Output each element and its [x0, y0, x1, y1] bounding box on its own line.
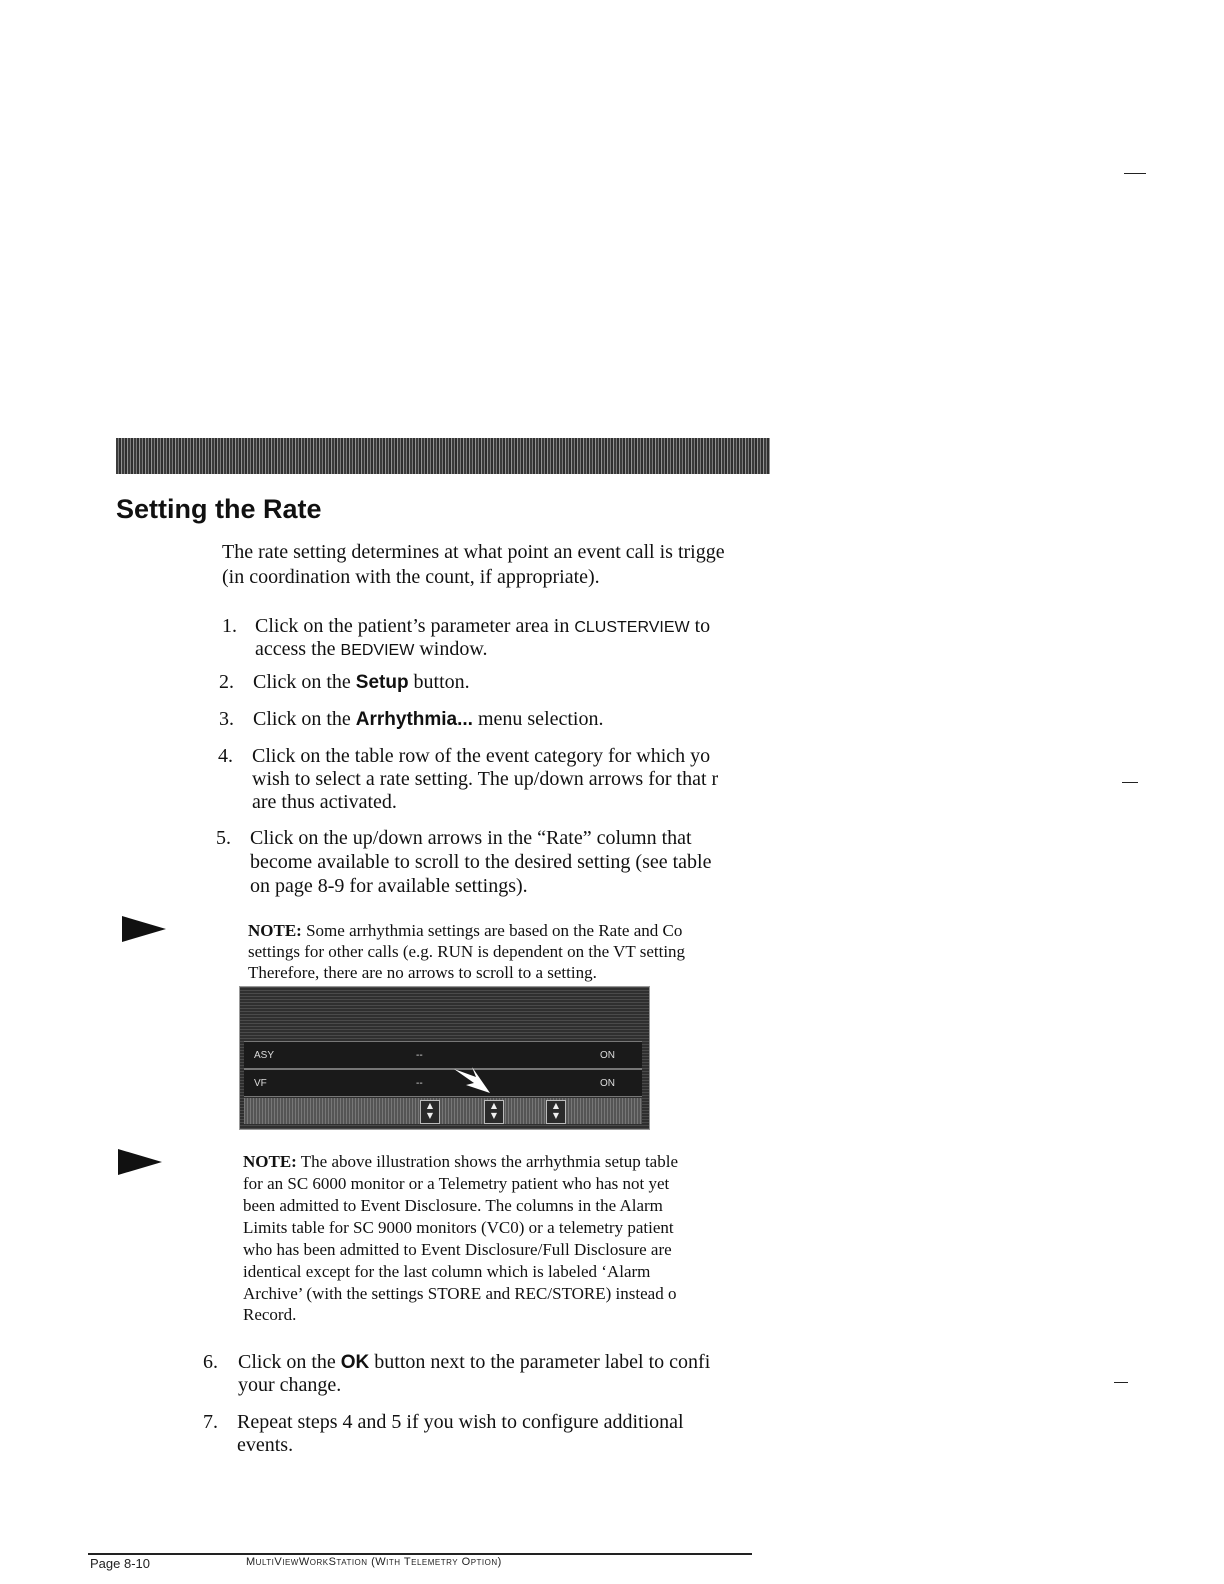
up-down-arrows-icon: ▲ ▼ — [484, 1100, 504, 1124]
intro-line-2: (in coordination with the count, if appropriate). — [222, 566, 600, 588]
note-2-line-5: who has been admitted to Event Disclosure/Full Disclosure are — [243, 1240, 672, 1259]
note-arrow-icon — [118, 1149, 162, 1175]
note-1-line-3: Therefore, there are no arrows to scroll to a setting. — [248, 963, 597, 982]
step-number: 7. — [203, 1411, 218, 1433]
step-5-line-3: on page 8-9 for available settings). — [250, 875, 528, 897]
step-5-line-1: Click on the up/down arrows in the “Rate” column that — [250, 827, 692, 849]
note-2-line-1: NOTE: The above illustration shows the arrhythmia setup table — [243, 1152, 678, 1171]
margin-mark — [1122, 782, 1138, 783]
intro-line-1: The rate setting determines at what point an event call is trigge — [222, 541, 725, 563]
section-title: Setting the Rate — [116, 494, 322, 524]
note-arrow-icon — [122, 916, 166, 942]
ok-button-ref: OK — [340, 1352, 370, 1373]
count-value: -- — [416, 1050, 423, 1061]
step-number: 4. — [218, 745, 233, 767]
note-2-line-7: Archive’ (with the settings STORE and REC/STORE) instead o — [243, 1284, 677, 1303]
section-banner — [116, 438, 770, 474]
cursor-arrow-icon — [450, 1063, 494, 1097]
step-number: 3. — [219, 708, 234, 730]
record-state: ON — [600, 1078, 615, 1089]
stepper-bar — [244, 1098, 642, 1124]
step-number: 2. — [219, 671, 234, 693]
up-down-arrows-icon: ▲ ▼ — [546, 1100, 566, 1124]
step-2-text: Click on the Setup button. — [253, 671, 470, 693]
step-number: 6. — [203, 1351, 218, 1373]
step-4-line-1: Click on the table row of the event category for which yo — [252, 745, 711, 767]
arrhythmia-menu-ref: Arrhythmia... — [355, 709, 473, 730]
step-1-line-2: access the BEDVIEW window. — [255, 638, 488, 660]
note-2-line-4: Limits table for SC 9000 monitors (VC0) or a telemetry patient — [243, 1218, 674, 1237]
note-2-line-6: identical except for the last column which is labeled ‘Alarm — [243, 1262, 651, 1281]
note-2-line-2: for an SC 6000 monitor or a Telemetry patient who has not yet — [243, 1174, 670, 1193]
step-number: 5. — [216, 827, 231, 849]
count-value: -- — [416, 1078, 423, 1089]
up-down-arrows-icon: ▲ ▼ — [420, 1100, 440, 1124]
step-7-line-2: events. — [237, 1434, 294, 1456]
step-3-text: Click on the Arrhythmia... menu selection. — [253, 708, 604, 730]
note-1-line-2: settings for other calls (e.g. RUN is dependent on the VT setting — [248, 942, 686, 961]
note-2-line-3: been admitted to Event Disclosure. The columns in the Alarm — [243, 1196, 663, 1215]
step-1-line-1: Click on the patient’s parameter area in CLUSTERVIEW to — [255, 615, 711, 637]
margin-mark — [1124, 173, 1146, 174]
step-4-line-2: wish to select a rate setting. The up/down arrows for that r — [252, 768, 719, 790]
step-7-line-1: Repeat steps 4 and 5 if you wish to configure additional — [237, 1411, 684, 1433]
step-6-line-1: Click on the OK button next to the parameter label to confi — [238, 1351, 711, 1373]
step-6-line-2: your change. — [238, 1374, 342, 1396]
footer-title: MultiViewWorkStation (With Telemetry Option) — [246, 1556, 502, 1568]
event-name: ASY — [254, 1050, 275, 1061]
note-1-line-1: NOTE: Some arrhythmia settings are based on the Rate and Co — [248, 921, 683, 940]
table-row — [244, 1041, 642, 1069]
table-row — [244, 1069, 642, 1097]
record-state: ON — [600, 1050, 615, 1061]
arrhythmia-table-illustration — [239, 986, 650, 1130]
footer-rule — [88, 1553, 752, 1555]
note-2-line-8: Record. — [243, 1305, 297, 1324]
event-name: VF — [254, 1078, 267, 1089]
footer-page-number: Page 8-10 — [90, 1556, 150, 1571]
setup-button-ref: Setup — [355, 672, 409, 693]
step-4-line-3: are thus activated. — [252, 791, 397, 813]
margin-mark — [1114, 1382, 1128, 1383]
step-number: 1. — [222, 615, 237, 637]
step-5-line-2: become available to scroll to the desired setting (see table — [250, 851, 712, 873]
